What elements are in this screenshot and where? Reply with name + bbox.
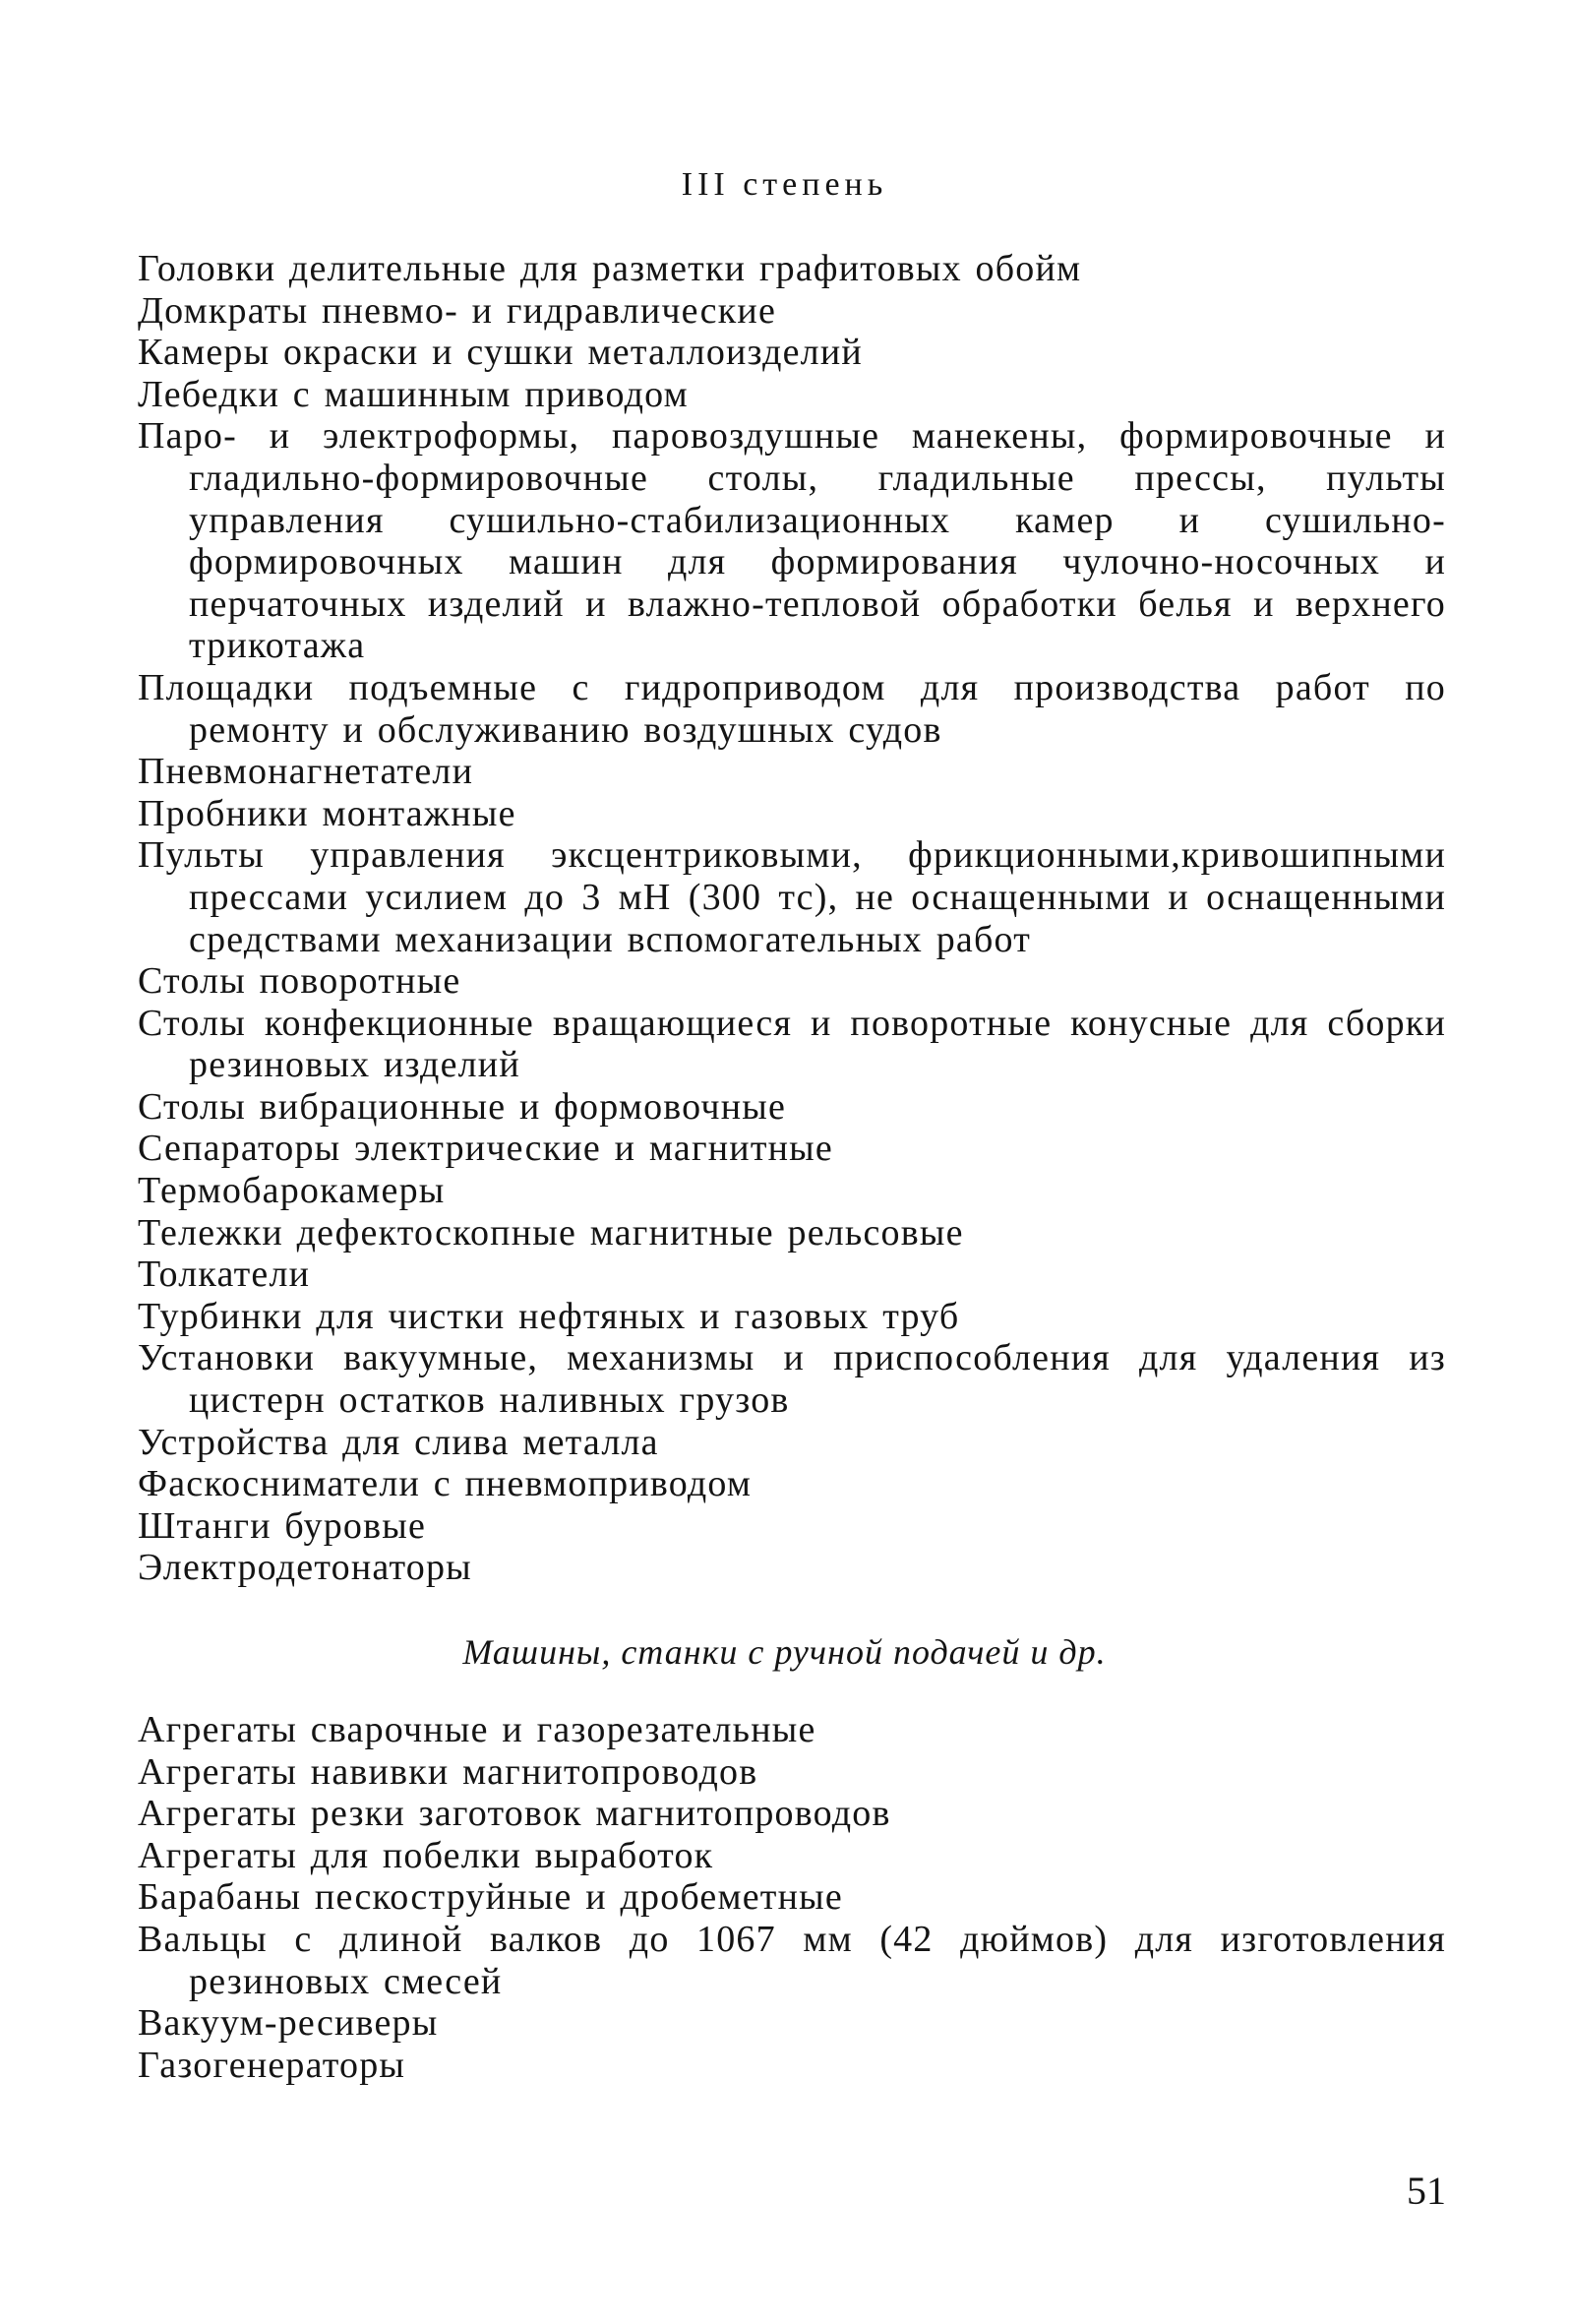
list-item [138, 248, 1446, 290]
list-item-text: Установки вакуумные, механизмы и приспособления для удаления из цистерн остатков наливных грузов [138, 1337, 1446, 1422]
list-item [138, 834, 1446, 960]
list-item [138, 1751, 1446, 1794]
list-item-text: Турбинки для чистки нефтяных и газовых труб [138, 1295, 960, 1337]
list-item-text: Термобарокамеры [138, 1170, 446, 1212]
list-item-text: Устройства для слива металла [138, 1421, 659, 1463]
list-item [138, 415, 1446, 667]
list-item-text: Вакуум-ресиверы [138, 2002, 439, 2045]
list-item [138, 1835, 1446, 1877]
list-item [138, 1919, 1446, 2002]
list-item [138, 667, 1446, 751]
list-item [138, 1086, 1446, 1129]
list-item-text: Площадки подъемные с гидроприводом для производства работ по ремонту и обслуживанию воздушных судов [138, 666, 1446, 751]
list-item [138, 751, 1446, 793]
list-item [138, 960, 1446, 1003]
list-item-text: Толкатели [138, 1254, 311, 1296]
list-item-text: Агрегаты резки заготовок магнитопроводов [138, 1793, 891, 1835]
list-item-text: Барабаны пескоструйные и дробеметные [138, 1876, 843, 1919]
list-item [138, 374, 1446, 416]
list-item [138, 290, 1446, 333]
list-item-text: Агрегаты для побелки выработок [138, 1834, 714, 1876]
list-item-text: Фаскосниматели с пневмоприводом [138, 1463, 753, 1505]
section-heading: III степень [681, 166, 888, 203]
list-item [138, 1337, 1446, 1421]
list-item-text: Сепараторы электрические и магнитные [138, 1128, 833, 1170]
list-item [138, 793, 1446, 835]
list-item-text: Столы вибрационные и формовочные [138, 1085, 787, 1128]
list-item [138, 332, 1446, 374]
list-item-text: Домкраты пневмо- и гидравлические [138, 289, 777, 332]
list-item-text: Пульты управления эксцентриковыми, фрикционными,кривошипными прессами усилием до 3 мН (300 тс), не оснащенными и оснащенными средствами механизации вспомогательных работ [138, 834, 1446, 960]
list-item-text: Штанги буровые [138, 1504, 427, 1547]
list-item-text: Вальцы с длиной валков до 1067 мм (42 дюймов) для изготовления резиновых смесей [138, 1918, 1446, 2002]
list-item-text: Агрегаты навивки магнитопроводов [138, 1750, 758, 1793]
subsection-heading: Машины, станки с ручной подачей и др. [462, 1632, 1107, 1672]
list-item-text: Столы конфекционные вращающиеся и поворотные конусные для сборки резиновых изделий [138, 1002, 1446, 1086]
list-item-text: Пробники монтажные [138, 792, 516, 834]
list-item-text: Паро- и электроформы, паровоздушные манекены, формировочные и гладильно-формировочные столы, гладильные прессы, пульты управления сушильно-стабилизационных камер и сушильно-формировочных машин для формирования чулочно-носочных и перчаточных изделий и влажно-тепловой обработки белья и верхнего трикотажа [138, 415, 1446, 667]
list-item [138, 1422, 1446, 1464]
list-item-text: Головки делительные для разметки графитовых обойм [138, 248, 1082, 289]
list-item-text: Столы поворотные [138, 960, 461, 1003]
page-number: 51 [1407, 2169, 1446, 2213]
list-item [138, 1212, 1446, 1254]
list-item [138, 1254, 1446, 1296]
list-item-text: Лебедки с машинным приводом [138, 373, 689, 415]
list-item-text: Газогенераторы [138, 2044, 406, 2086]
list-item [138, 1709, 1446, 1751]
list-item [138, 1793, 1446, 1835]
list-item-text: Тележки дефектоскопные магнитные рельсовые [138, 1211, 964, 1254]
list-item [138, 1170, 1446, 1212]
list-item [138, 1463, 1446, 1505]
list-item-text: Камеры окраски и сушки металлоизделий [138, 332, 863, 374]
list-item [138, 1876, 1446, 1919]
list-item [138, 2002, 1446, 2045]
list-item [138, 1128, 1446, 1170]
list-item [138, 2045, 1446, 2087]
list-item-text: Пневмонагнетатели [138, 751, 474, 793]
equipment-list-grade-3 [138, 248, 1446, 1589]
list-item [138, 1003, 1446, 1086]
machines-list [138, 1709, 1446, 2086]
list-item [138, 1547, 1446, 1589]
list-item-text: Электродетонаторы [138, 1547, 472, 1589]
list-item [138, 1505, 1446, 1548]
list-item-text: Агрегаты сварочные и газорезательные [138, 1709, 816, 1750]
list-item [138, 1296, 1446, 1338]
